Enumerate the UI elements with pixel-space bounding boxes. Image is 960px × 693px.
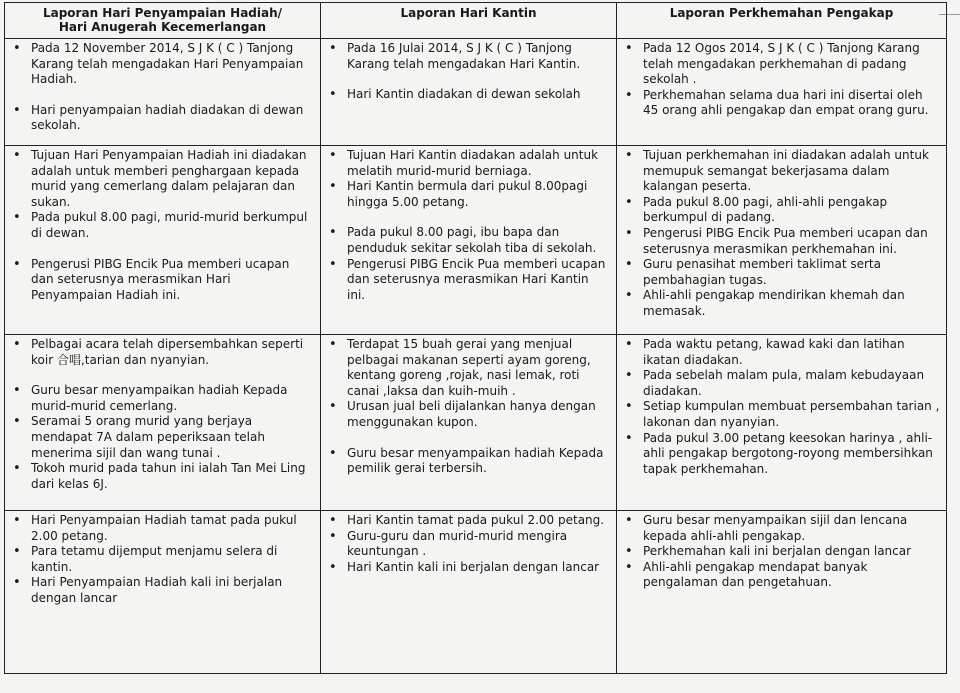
header-scout-camp-line1: Laporan Perkhemahan Pengakap [669,6,894,20]
list-item: • Hari Penyampaian Hadiah tamat pada pukul 2.00 petang. [11,513,314,544]
list-item: • Tujuan perkhemahan ini diadakan adalah untuk memupuk semangat bekerjasama dalam kalangan peserta. [623,148,940,195]
list-item: • Pada pukul 3.00 petang keesokan harinya , ahli-ahli pengakap bergotong-royong membersihkan tapak perkhemahan. [623,431,940,478]
list-item: • Tokoh murid pada tahun ini ialah Tan Mei Ling dari kelas 6J. [11,461,314,492]
list-item: • Hari Kantin bermula dari pukul 8.00pagi hingga 5.00 petang. [327,179,610,210]
cell-camp-events [617,335,947,511]
list-item: • Guru besar menyampaikan hadiah Kepada pemilik gerai terbersih. [327,446,610,477]
list-item: • Hari penyampaian hadiah diadakan di dewan sekolah. [11,103,314,134]
list-item: • Hari Kantin kali ini berjalan dengan lancar [327,560,610,576]
header-row [5,3,947,39]
list-item: • Guru-guru dan murid-murid mengira keuntungan . [327,529,610,560]
list-item: • Pada 12 November 2014, S J K ( C ) Tanjong Karang telah mengadakan Hari Penyampaian Hadiah. [11,41,314,88]
cell-prize-purpose [5,146,321,335]
list-item: • Pada 12 Ogos 2014, S J K ( C ) Tanjong Karang telah mengadakan perkhemahan di padang sekolah . [623,41,940,88]
list-item: • Pelbagai acara telah dipersembahkan seperti koir 合唱,tarian dan nyanyian. [11,337,314,368]
list-item: • Pengerusi PIBG Encik Pua memberi ucapan dan seterusnya merasmikan Hari Penyampaian Hadiah ini. [11,257,314,304]
table-row [5,146,947,335]
list-item: • Pada 16 Julai 2014, S J K ( C ) Tanjong Karang telah mengadakan Hari Kantin. [327,41,610,72]
header-canteen-day-line1: Laporan Hari Kantin [400,6,537,20]
list-item: • Seramai 5 orang murid yang berjaya mendapat 7A dalam peperiksaan telah menerima sijil dan wang tunai . [11,414,314,461]
list-item: • Para tetamu dijemput menjamu selera di kantin. [11,544,314,575]
cell-camp-purpose [617,146,947,335]
cell-canteen-intro [321,39,617,146]
cell-canteen-closing [321,511,617,674]
list-item: • Pada pukul 8.00 pagi, ibu bapa dan penduduk sekitar sekolah tiba di sekolah. [327,225,610,256]
list-item: • Tujuan Hari Kantin diadakan adalah untuk melatih murid-murid berniaga. [327,148,610,179]
cell-prize-intro [5,39,321,146]
list-item: • Terdapat 15 buah gerai yang menjual pelbagai makanan seperti ayam goreng, kentang goreng ,rojak, nasi lemak, roti canai ,laksa dan kuih-muih . [327,337,610,399]
cell-prize-closing [5,511,321,674]
list-item: • Ahli-ahli pengakap mendapat banyak pengalaman dan pengetahuan. [623,560,940,591]
cell-camp-intro [617,39,947,146]
list-item: • Pada waktu petang, kawad kaki dan latihan ikatan diadakan. [623,337,940,368]
list-item: • Perkhemahan selama dua hari ini disertai oleh 45 orang ahli pengakap dan empat orang guru. [623,88,940,119]
list-item: • Pada pukul 8.00 pagi, murid-murid berkumpul di dewan. [11,210,314,241]
report-comparison-table [4,2,947,674]
table-row [5,511,947,674]
table-row [5,335,947,511]
list-item: • Urusan jual beli dijalankan hanya dengan menggunakan kupon. [327,399,610,430]
header-scout-camp [617,3,947,39]
list-item: • Guru penasihat memberi taklimat serta pembahagian tugas. [623,257,940,288]
list-item: • Pengerusi PIBG Encik Pua memberi ucapan dan seterusnya merasmikan perkhemahan ini. [623,226,940,257]
cell-canteen-purpose [321,146,617,335]
list-item: • Hari Penyampaian Hadiah kali ini berjalan dengan lancar [11,575,314,606]
list-item: • Perkhemahan kali ini berjalan dengan lancar [623,544,940,560]
header-prize-day-line2: Hari Anugerah Kecemerlangan [58,20,267,34]
header-prize-day-line1: Laporan Hari Penyampaian Hadiah/ [42,6,283,20]
cell-canteen-events [321,335,617,511]
list-item: • Ahli-ahli pengakap mendirikan khemah dan memasak. [623,288,940,319]
cell-prize-events [5,335,321,511]
header-canteen-day [321,3,617,39]
table-row [5,39,947,146]
list-item: • Hari Kantin tamat pada pukul 2.00 petang. [327,513,610,529]
list-item: • Guru besar menyampaikan hadiah Kepada murid-murid cemerlang. [11,383,314,414]
list-item: • Tujuan Hari Penyampaian Hadiah ini diadakan adalah untuk memberi penghargaan kepada murid yang cemerlang dalam pelajaran dan sukan. [11,148,314,210]
list-item: • Pengerusi PIBG Encik Pua memberi ucapan dan seterusnya merasmikan Hari Kantin ini. [327,257,610,304]
list-item: • Pada sebelah malam pula, malam kebudayaan diadakan. [623,368,940,399]
header-prize-day [5,3,321,39]
list-item: • Guru besar menyampaikan sijil dan lencana kepada ahli-ahli pengakap. [623,513,940,544]
cell-camp-closing [617,511,947,674]
list-item: • Pada pukul 8.00 pagi, ahli-ahli pengakap berkumpul di padang. [623,195,940,226]
list-item: • Hari Kantin diadakan di dewan sekolah [327,87,610,103]
list-item: • Setiap kumpulan membuat persembahan tarian , lakonan dan nyanyian. [623,399,940,430]
